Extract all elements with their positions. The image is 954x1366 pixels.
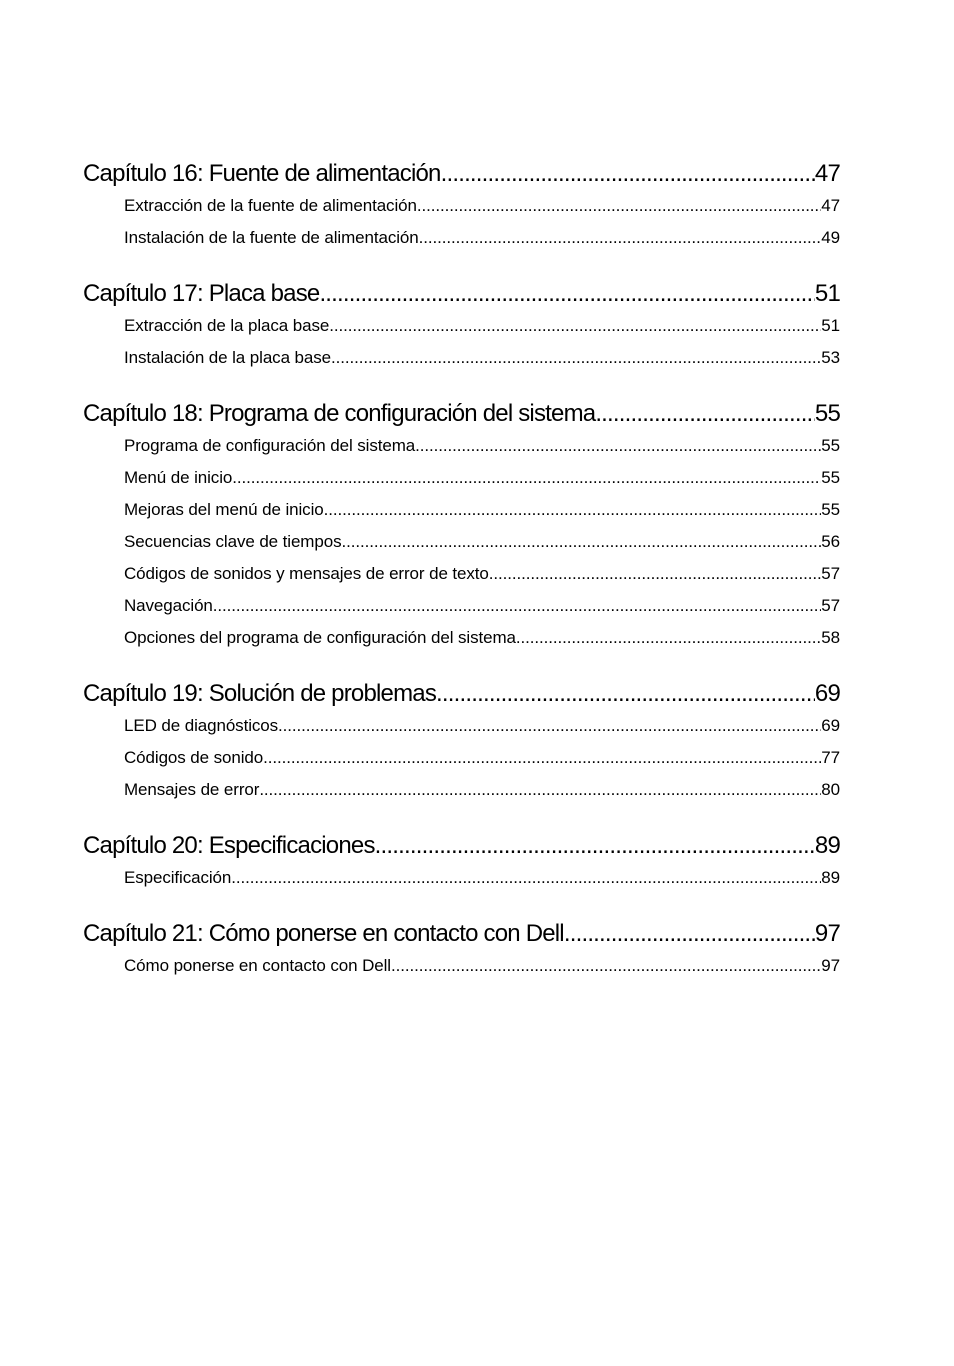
dot-leader <box>232 462 821 494</box>
dot-leader <box>489 558 821 590</box>
toc-section-entry[interactable] <box>124 342 840 374</box>
toc-section-entry[interactable] <box>124 710 840 742</box>
section-title: Opciones del programa de configuración del sistema <box>124 628 516 647</box>
chapter-page-number: 47 <box>814 160 840 187</box>
dot-leader <box>324 494 822 526</box>
toc-section-entry[interactable] <box>124 774 840 806</box>
section-title: Códigos de sonido <box>124 748 264 767</box>
section-title: Programa de configuración del sistema <box>124 436 416 455</box>
toc-chapter-entry[interactable] <box>83 828 840 864</box>
dot-leader <box>441 156 815 192</box>
section-page-number: 57 <box>821 564 840 583</box>
chapter-page-number: 97 <box>814 920 840 947</box>
toc-section-entry[interactable] <box>124 622 840 654</box>
toc-section-entry[interactable] <box>124 222 840 254</box>
dot-leader <box>595 396 815 432</box>
section-title: Secuencias clave de tiempos <box>124 532 342 551</box>
dot-leader <box>329 310 821 342</box>
section-page-number: 77 <box>821 748 840 767</box>
dot-leader <box>391 950 821 982</box>
section-page-number: 89 <box>821 868 840 887</box>
toc-chapter-21 <box>83 916 840 982</box>
section-page-number: 57 <box>821 596 840 615</box>
chapter-page-number: 69 <box>814 680 840 707</box>
toc-section-entry[interactable] <box>124 862 840 894</box>
section-page-number: 55 <box>821 468 840 487</box>
dot-leader <box>278 710 821 742</box>
section-title: Mejoras del menú de inicio <box>124 500 324 519</box>
chapter-page-number: 55 <box>814 400 840 427</box>
toc-chapter-19 <box>83 676 840 806</box>
section-page-number: 51 <box>821 316 840 335</box>
section-title: Instalación de la placa base <box>124 348 332 367</box>
dot-leader <box>516 622 821 654</box>
toc-section-entry[interactable] <box>124 558 840 590</box>
dot-leader <box>436 676 815 712</box>
toc-chapter-entry[interactable] <box>83 156 840 192</box>
chapter-page-number: 51 <box>814 280 840 307</box>
toc-section-entry[interactable] <box>124 742 840 774</box>
section-title: Códigos de sonidos y mensajes de error de texto <box>124 564 489 583</box>
chapter-title: Capítulo 19: Solución de problemas <box>83 680 437 707</box>
section-page-number: 80 <box>821 780 840 799</box>
chapter-title: Capítulo 16: Fuente de alimentación <box>83 160 441 187</box>
toc-section-entry[interactable] <box>124 950 840 982</box>
section-page-number: 53 <box>821 348 840 367</box>
section-page-number: 97 <box>821 956 840 975</box>
toc-section-entry[interactable] <box>124 190 840 222</box>
dot-leader <box>341 526 821 558</box>
dot-leader <box>331 342 821 374</box>
toc-chapter-17 <box>83 276 840 374</box>
dot-leader <box>231 862 821 894</box>
dot-leader <box>213 590 821 622</box>
section-page-number: 49 <box>821 228 840 247</box>
chapter-title: Capítulo 20: Especificaciones <box>83 832 375 859</box>
toc-section-entry[interactable] <box>124 430 840 462</box>
dot-leader <box>319 276 814 312</box>
section-page-number: 47 <box>821 196 840 215</box>
toc-chapter-entry[interactable] <box>83 916 840 952</box>
section-title: Menú de inicio <box>124 468 233 487</box>
dot-leader <box>259 774 821 806</box>
section-page-number: 69 <box>821 716 840 735</box>
section-title: Cómo ponerse en contacto con Dell <box>124 956 391 975</box>
dot-leader <box>419 222 822 254</box>
chapter-title: Capítulo 21: Cómo ponerse en contacto con Dell <box>83 920 564 947</box>
section-title: Instalación de la fuente de alimentación <box>124 228 419 247</box>
dot-leader <box>415 430 821 462</box>
section-page-number: 58 <box>821 628 840 647</box>
dot-leader <box>375 828 815 864</box>
dot-leader <box>263 742 821 774</box>
section-page-number: 55 <box>821 500 840 519</box>
toc-chapter-entry[interactable] <box>83 396 840 432</box>
dot-leader <box>564 916 815 952</box>
chapter-page-number: 89 <box>814 832 840 859</box>
section-title: Especificación <box>124 868 232 887</box>
dot-leader <box>417 190 821 222</box>
section-title: Extracción de la placa base <box>124 316 330 335</box>
toc-section-entry[interactable] <box>124 310 840 342</box>
table-of-contents <box>83 156 840 982</box>
section-title: LED de diagnósticos <box>124 716 279 735</box>
toc-chapter-16 <box>83 156 840 254</box>
chapter-title: Capítulo 18: Programa de configuración del sistema <box>83 400 596 427</box>
toc-section-entry[interactable] <box>124 590 840 622</box>
section-page-number: 55 <box>821 436 840 455</box>
toc-chapter-18 <box>83 396 840 654</box>
toc-chapter-20 <box>83 828 840 894</box>
toc-chapter-entry[interactable] <box>83 676 840 712</box>
toc-section-entry[interactable] <box>124 494 840 526</box>
toc-chapter-entry[interactable] <box>83 276 840 312</box>
chapter-title: Capítulo 17: Placa base <box>83 280 320 307</box>
section-title: Navegación <box>124 596 213 615</box>
section-page-number: 56 <box>821 532 840 551</box>
toc-section-entry[interactable] <box>124 526 840 558</box>
toc-section-entry[interactable] <box>124 462 840 494</box>
section-title: Extracción de la fuente de alimentación <box>124 196 417 215</box>
section-title: Mensajes de error <box>124 780 260 799</box>
